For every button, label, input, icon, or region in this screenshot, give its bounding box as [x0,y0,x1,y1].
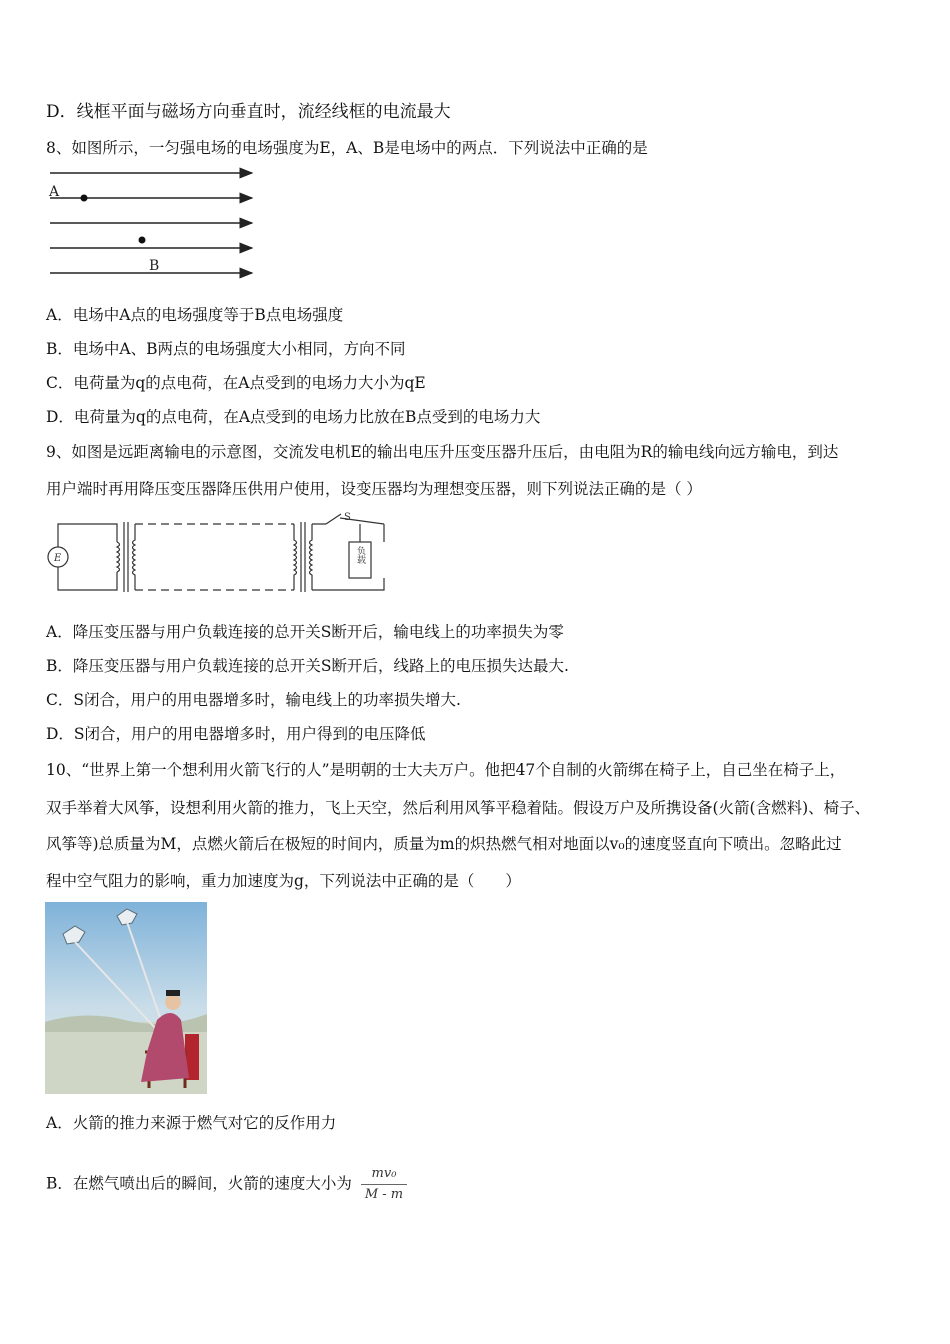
fraction-denominator: M - m [364,1187,404,1202]
q9-stem-line1: 9、如图是远距离输电的示意图，交流发电机E的输出电压升压变压器升压后，由电阻为R的输电线向远方输电，到达 [46,443,839,461]
fraction-numerator: mv₀ [361,1164,407,1185]
q8-stem: 8、如图所示，一匀强电场的电场强度为E，A、B是电场中的两点．下列说法中正确的是 [46,139,648,157]
load-circuit [312,518,384,590]
load-label: 负载 [355,546,365,564]
point-a [81,195,88,202]
step-down-primary [294,524,297,590]
q10-stem-line1: 10、“世界上第一个想利用火箭飞行的人”是明朝的士大夫万户。他把47个自制的火箭绑在椅子上，自己坐在椅子上， [46,761,846,779]
label-e: E [54,553,62,564]
wanhu-illustration [45,902,207,1094]
q10-stem-line3: 风筝等)总质量为M，点燃火箭后在极短的时间内，质量为m的炽热燃气相对地面以v₀的速度竖直向下喷出。忽略此过 [46,835,842,853]
q10-option-b-text: B．在燃气喷出后的瞬间，火箭的速度大小为 [46,1174,352,1193]
label-b: B [149,258,160,274]
q10-stem-line4: 程中空气阻力的影响，重力加速度为g，下列说法中正确的是（ ） [46,872,521,890]
velocity-fraction [361,1164,407,1205]
generator-loop [58,524,117,590]
figure-head [165,994,181,1010]
q10-option-a: A．火箭的推力来源于燃气对它的反作用力 [46,1114,337,1132]
step-up-secondary [133,524,136,590]
q8-field-diagram [46,163,261,281]
q8-option-d: D．电荷量为q的点电荷，在A点受到的电场力比放在B点受到的电场力大 [46,408,541,426]
q8-option-b: B．电场中A、B两点的电场强度大小相同，方向不同 [46,340,406,358]
q7-option-d: D．线框平面与磁场方向垂直时，流经线框的电流最大 [46,102,451,122]
label-s: S [344,512,351,523]
q8-option-a: A．电场中A点的电场强度等于B点电场强度 [46,306,344,324]
q9-option-d: D．S闭合，用户的用电器增多时，用户得到的电压降低 [46,725,426,743]
step-down-secondary [310,524,313,590]
step-up-primary [117,542,120,572]
q8-option-c: C．电荷量为q的点电荷，在A点受到的电场力大小为qE [46,374,426,392]
point-b [139,237,146,244]
q9-stem-line2: 用户端时再用降压变压器降压供用户使用，设变压器均为理想变压器，则下列说法正确的是（ ） [46,480,702,498]
q9-transmission-diagram [44,510,389,596]
label-a: A [49,184,60,200]
q10-option-b [46,1164,407,1205]
q9-option-c: C．S闭合，用户的用电器增多时，输电线上的功率损失增大. [46,691,461,709]
switch-s [326,514,341,524]
q9-option-a: A．降压变压器与用户负载连接的总开关S断开后，输电线上的功率损失为零 [46,623,564,641]
q9-option-b: B．降压变压器与用户负载连接的总开关S断开后，线路上的电压损失达最大. [46,657,569,675]
q10-stem-line2: 双手举着大风筝，设想利用火箭的推力，飞上天空，然后利用风筝平稳着陆。假设万户及所携设备(火箭(含燃料)、椅子、 [46,799,871,817]
